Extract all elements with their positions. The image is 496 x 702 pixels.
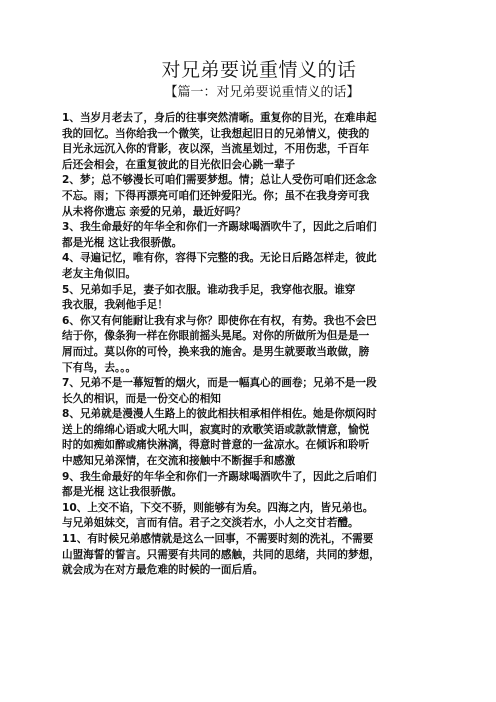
paragraph-3: 3、我生命最好的年华全和你们一齐踢球喝酒吹牛了，因此之后咱们 都是光棍 这让我很骄傲。 xyxy=(62,221,377,249)
paragraph-4: 4、寻遍记忆，唯有你，容得下完整的我。无论日后路怎样走，彼此 老友主角似旧。 xyxy=(62,252,377,280)
paragraph-10: 10、上交不谄，下交不骄，则能够有为矣。四海之内，皆兄弟也。 与兄弟姐妹交，言而有信。君子之交淡若水，小人之交甘若醴。 xyxy=(62,501,374,530)
paragraph-2: 2、梦；总不够漫长可咱们需要梦想。情；总让人受伤可咱们还念念 不忘。雨；下得再漂亮可咱们还钟爱阳光。你；虽不在我身旁可我 从未将你遗忘 亲爱的兄弟，最近好吗？ xyxy=(62,174,377,218)
document-body xyxy=(62,111,456,579)
paragraph-9: 9、我生命最好的年华全和你们一齐踢球喝酒吹牛了，因此之后咱们 都是光棍 这让我很骄傲。 xyxy=(62,470,377,499)
paragraph-6: 6、你又有何能耐让我有求与你？即使你在有权，有势。我也不会巴 结于你，像条狗一样在你眼前摇头晃尾。对你的所做所为但是是一 屑而过。莫以你的可怜，换来我的施舍。是男生就要敢当敢做，膀 下有鸟，去。。。 xyxy=(62,314,377,374)
document-title: 对兄弟要说重情义的话 xyxy=(161,59,357,81)
document-subtitle: 【篇一：对兄弟要说重情义的话】 xyxy=(164,85,360,100)
paragraph-5: 5、兄弟如手足，妻子如衣服。谁动我手足，我穿他衣服。谁穿 我衣服，我剁他手足！ xyxy=(62,283,356,312)
paragraph-1: 1、当岁月老去了，身后的往事突然清晰。重复你的目光，在难串起 我的回忆。当你给我一个微笑，让我想起旧日的兄弟情义，使我的 目光永远沉入你的背影，夜以深，当流星划过，不用伤悲，千百年 后还会相会，在重复彼此的目光依旧会心跳一辈子 xyxy=(62,112,377,171)
paragraph-11: 11、有时候兄弟感情就是这么一回事，不需要时刻的洗礼，不需要 山盟海誓的誓言。只需要有共同的感触，共同的思绪，共同的梦想， 就会成为在对方最危难的时候的一面后盾。 xyxy=(62,533,380,577)
paragraph-8: 8、兄弟就是漫漫人生路上的彼此相扶相承相伴相佐。她是你烦闷时 送上的绵绵心语或大吼大叫，寂寞时的欢歌笑语或款款情意，愉悦 时的如痴如醉或痛快淋漓，得意时普意的一盆凉水。在倾诉和聆听 中感知兄弟深情，在交流和接触中不断握手和感激 xyxy=(62,408,377,468)
paragraph-7: 7、兄弟不是一幕短暂的烟火，而是一幅真心的画卷；兄弟不是一段 长久的相识，而是一份交心的相知 xyxy=(62,377,377,405)
